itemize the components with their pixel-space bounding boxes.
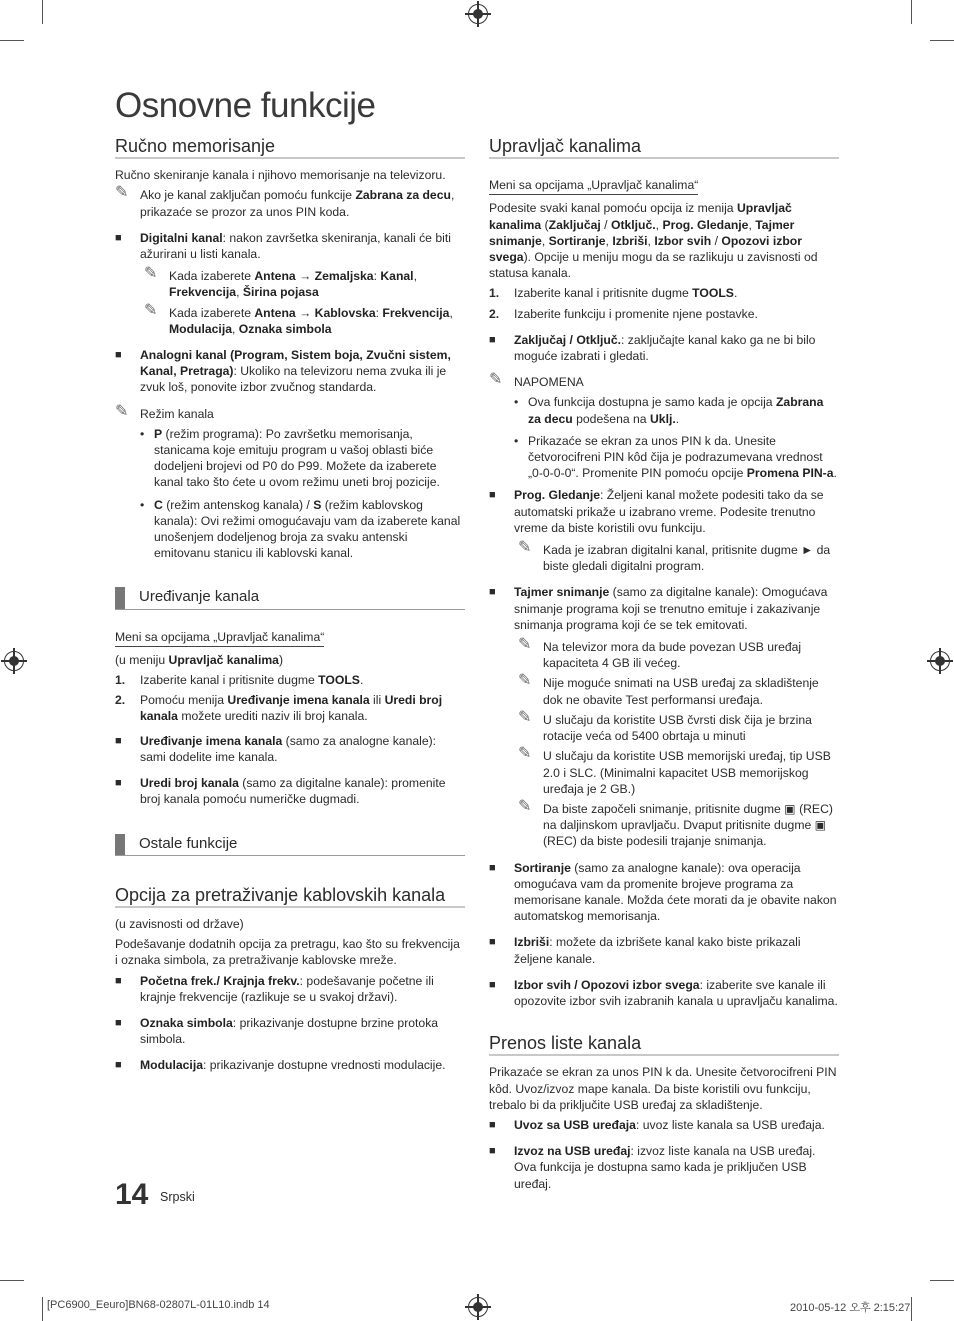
section-heading-prenos: Prenos liste kanala — [489, 1035, 839, 1056]
bullet-izbrisi: ■ Izbriši: možete da izbrišete kanal kako biste prikazali željene kanale. — [489, 934, 839, 966]
bullet-tajmer: ■ Tajmer snimanje (samo za digitalne kanale): Omogućava snimanje programa koji se trenutno emituje i zakazivanje snimanja programa koji će se tek emitovati. — [489, 584, 839, 633]
note-rezim-kanala: ✎ Režim kanala — [115, 406, 465, 422]
u-meniju: (u meniju Upravljač kanalima) — [115, 652, 284, 667]
dot-c-s-mode: • C (režim antenskog kanala) / S (režim kablovskog kanala): Ovi režimi omogućavaju vam da izaberete kanal unošenjem dodeljenog broja za svaku antenski emitovanu stanicu ili kablovski kanal. — [140, 497, 465, 562]
crop-mark — [930, 40, 954, 41]
crop-mark — [0, 40, 24, 41]
bullet-analogni: ■ Analogni kanal (Program, Sistem boja, Zvučni sistem, Kanal, Pretraga): Ukoliko na televizoru nema zvuka ili je zvuk loš, ponovite izbor zvučnog standarda. — [115, 347, 465, 396]
bullet-izvoz: ■ Izvoz na USB uređaj: izvoz liste kanala na USB uređaj. Ova funkcija je dostupna samo kada je priključen USB uređaj. — [489, 1143, 839, 1192]
section-heading-upravljac: Upravljač kanalima — [489, 138, 839, 159]
page-title: Osnovne funkcije — [115, 86, 376, 125]
step-1: 1. Izaberite kanal i pritisnite dugme TOOLS. — [115, 673, 364, 688]
print-info-right: 2010-05-12 오후 2:15:27 — [790, 1302, 911, 1314]
note-tajmer-5: ✎ Da biste započeli snimanje, pritisnite dugme ▣ (REC) na daljinskom upravljaču. Dvaput pritisnite dugme ▣ (REC) da biste podesili trajanje snimanja. — [518, 801, 839, 850]
right-column — [489, 138, 839, 1198]
crop-mark — [0, 1280, 24, 1281]
rucno-intro: Ručno skeniranje kanala i njihovo memorisanje na televizoru. — [115, 168, 446, 183]
crop-mark — [42, 0, 43, 24]
page-language: Srpski — [160, 1190, 195, 1204]
subsection-heading-ostale: Ostale funkcije — [115, 834, 465, 856]
registration-mark-icon — [468, 1297, 488, 1317]
zavisnosti: (u zavisnosti od države) — [115, 916, 244, 931]
subsection-heading-uredjivanje: Uređivanje kanala — [115, 587, 465, 609]
upravljac-intro: Podesite svaki kanal pomoću opcija iz menija Upravljač kanalima (Zaključaj / Otključ., Prog. Gledanje, Tajmer snimanje, Sortiranje, Izbriši, Izbor svih / Opozovi izbor svega). Opcije u meniju mogu da se razlikuju u zavisnosti od statusa kanala. — [489, 201, 818, 281]
crop-mark — [42, 1297, 43, 1321]
bullet-prog-gledanje: ■ Prog. Gledanje: Željeni kanal možete podesiti tako da se automatski prikaže u izabrano vreme. Podesite trenutno vreme da biste koristili ovu funkciju. — [489, 487, 839, 536]
page-number: 14 — [115, 1178, 149, 1211]
step-2: 2. Izaberite funkciju i promenite njene postavke. — [489, 306, 758, 321]
rec-button-icon: ▣ — [814, 818, 827, 833]
note-tajmer-1: ✎ Na televizor mora da bude povezan USB uređaj kapaciteta 4 GB ili većeg. — [518, 639, 839, 671]
note-zabrana: ✎ Ako je kanal zaključan pomoću funkcije Zabrana za decu, prikazaće se prozor za unos PIN koda. — [115, 187, 465, 219]
registration-mark-icon — [468, 4, 488, 24]
opcija-intro: Podešavanje dodatnih opcija za pretragu, kao što su frekvencija i oznaka simbola, za pretraživanje kablovske mreže. — [115, 937, 460, 968]
section-heading-rucno: Ručno memorisanje — [115, 138, 465, 159]
bullet-uredi-broj: ■ Uredi broj kanala (samo za digitalne kanale): promenite broj kanala pomoću numeričke dugmadi. — [115, 775, 465, 807]
dot-napomena-1: • Ova funkcija dostupna je samo kada je opcija Zabrana za decu podešena na Uklj.. — [514, 394, 839, 426]
note-tajmer-4: ✎ U slučaju da koristite USB memorijski uređaj, tip USB 2.0 i SLC. (Minimalni kapacitet USB memorijskog uređaja je 2 GB.) — [518, 748, 839, 797]
menu-path: Meni sa opcijama „Upravljač kanalima“ — [115, 629, 324, 647]
bullet-izbor-svih: ■ Izbor svih / Opozovi izbor svega: izaberite sve kanale ili opozovite izbor svih izabranih kanala u upravljaču kanalima. — [489, 977, 839, 1009]
dot-napomena-2: • Prikazaće se ekran za unos PIN k da. Unesite četvorocifreni PIN kôd čija je podrazumevana vrednost „0-0-0-0“. Promenite PIN pomoću opcije Promena PIN-a. — [514, 433, 839, 482]
note-tajmer-3: ✎ U slučaju da koristite USB čvrsti disk čija je brzina rotacije veća od 5400 obrtaja u minuti — [518, 712, 839, 744]
rec-button-icon: ▣ — [784, 801, 796, 816]
step-1: 1. Izaberite kanal i pritisnite dugme TOOLS. — [489, 286, 738, 301]
bullet-digitalni: ■ Digitalni kanal: nakon završetka skeniranja, kanali će biti ažurirani u listi kanala. — [115, 230, 465, 262]
bullet-modulacija: ■ Modulacija: prikazivanje dostupne vrednosti modulacije. — [115, 1057, 465, 1073]
registration-mark-icon — [4, 651, 24, 671]
crop-mark — [911, 1297, 912, 1321]
bullet-zakljucaj: ■ Zaključaj / Otključ.: zaključajte kanal kako ga ne bi bilo moguće izabrati i gledati. — [489, 332, 839, 364]
note-zemaljska: ✎ Kada izaberete Antena → Zemaljska: Kanal, Frekvencija, Širina pojasa — [144, 268, 465, 300]
note-prog-gledanje: ✎ Kada je izabran digitalni kanal, pritisnite dugme ► da biste gledali digitalni program. — [518, 542, 839, 574]
bullet-pocetna-frek: ■ Početna frek./ Krajnja frekv.: podešavanje početne ili krajnje frekvencije (razlikuje se u svakoj državi). — [115, 973, 465, 1005]
crop-mark — [911, 0, 912, 24]
menu-path: Meni sa opcijama „Upravljač kanalima“ — [489, 177, 698, 195]
note-napomena: ✎ NAPOMENA — [489, 374, 839, 390]
bullet-uredjivanje-imena: ■ Uređivanje imena kanala (samo za analogne kanale): sami dodelite ime kanala. — [115, 733, 465, 765]
registration-mark-icon — [930, 651, 950, 671]
note-kablovska: ✎ Kada izaberete Antena → Kablovska: Frekvencija, Modulacija, Oznaka simbola — [144, 305, 465, 337]
bullet-oznaka-simbola: ■ Oznaka simbola: prikazivanje dostupne brzine protoka simbola. — [115, 1015, 465, 1047]
crop-mark — [930, 1280, 954, 1281]
bullet-uvoz: ■ Uvoz sa USB uređaja: uvoz liste kanala sa USB uređaja. — [489, 1117, 839, 1133]
note-tajmer-2: ✎ Nije moguće snimati na USB uređaj za skladištenje dok ne obavite Test performansi uređaja. — [518, 675, 839, 707]
left-column — [115, 138, 465, 1080]
print-info-left: [PC6900_Eeuro]BN68-02807L-01L10.indb 14 — [47, 1299, 270, 1311]
step-2: 2. Pomoću menija Uređivanje imena kanala ili Uredi broj kanala možete urediti naziv ili broj kanala. — [115, 693, 443, 724]
prenos-intro: Prikazaće se ekran za unos PIN k da. Unesite četvorocifreni PIN kôd. Uvoz/izvoz mape kanala. Da biste koristili ovu funkciju, trebalo bi da priključite USB uređaj za skladištenje. — [489, 1065, 837, 1112]
dot-p-mode: • P (režim programa): Po završetku memorisanja, stanicama koje emituju program u vašoj oblasti biće dodeljeni brojevi od P0 do P99. Možete da izaberete kanal tako što ćete u ovom režimu uneti broj pozicije. — [140, 426, 465, 491]
bullet-sortiranje: ■ Sortiranje (samo za analogne kanale): ova operacija omogućava vam da promenite brojeve programa za memorisane kanale. Možda ćete morati da je obavite nakon automatskog memorisanja. — [489, 860, 839, 925]
section-heading-opcija: Opcija za pretraživanje kablovskih kanala — [115, 887, 465, 908]
